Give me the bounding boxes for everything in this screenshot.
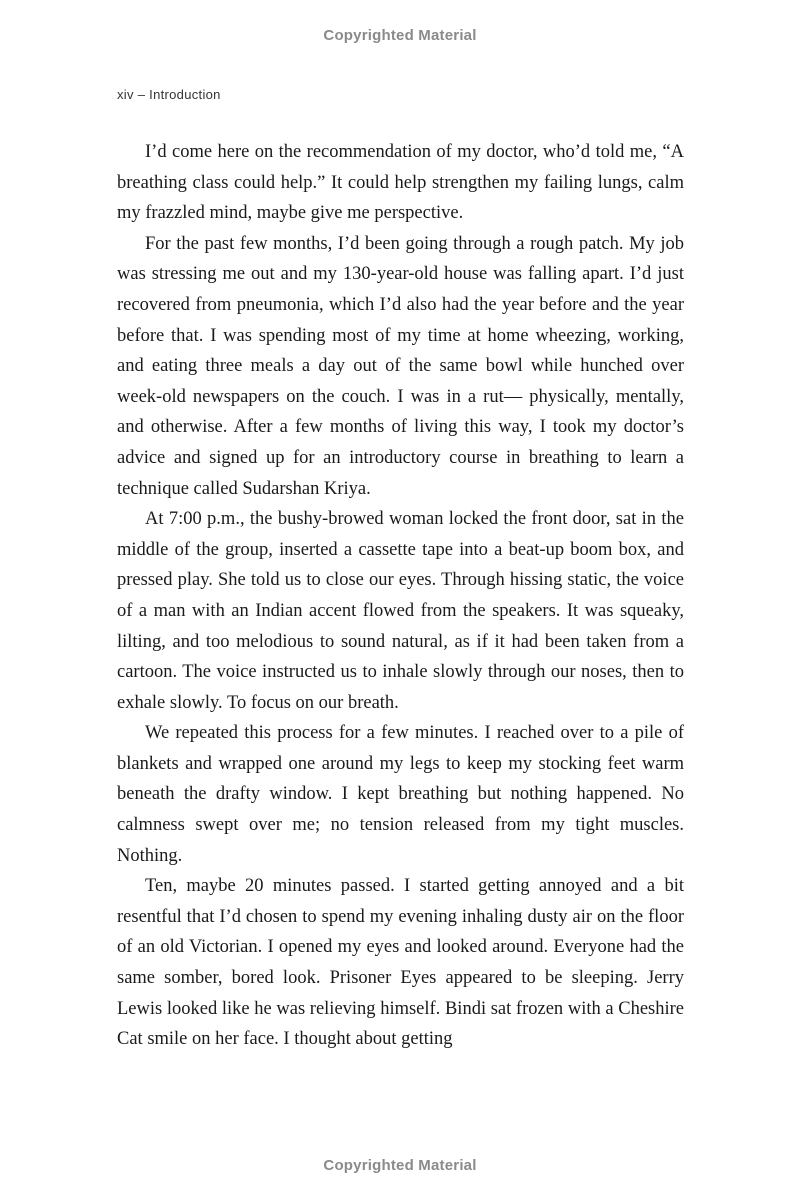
running-head <box>117 87 221 102</box>
copyright-watermark-bottom: Copyrighted Material <box>323 1157 477 1174</box>
body-text <box>117 137 684 1055</box>
page-number: xiv <box>117 87 134 102</box>
paragraph-2: For the past few months, I’d been going through a rough patch. My job was stressing me out and my 130-year-old house was falling apart. I’d just recovered from pneumonia, which I’d also had the year before and the year before that. I was spending most of my time at home wheezing, working, and eating three meals a day out of the same bowl while hunched over week-old newspapers on the couch. I was in a rut— physically, mentally, and otherwise. After a few months of living this way, I took my doctor’s advice and signed up for an introductory course in breathing to learn a technique called Sudarshan Kriya. <box>117 233 684 499</box>
running-head-separator: – <box>137 87 146 102</box>
section-title: Introduction <box>149 87 221 102</box>
paragraph-4: We repeated this process for a few minutes. I reached over to a pile of blankets and wrapped one around my legs to keep my stocking feet warm beneath the drafty window. I kept breathing but nothing happened. No calmness swept over me; no tension released from my tight muscles. Nothing. <box>117 723 684 866</box>
copyright-watermark-top: Copyrighted Material <box>323 27 477 44</box>
paragraph-3: At 7:00 p.m., the bushy-browed woman locked the front door, sat in the middle of the group, inserted a cassette tape into a beat-up boom box, and pressed play. She told us to close our eyes. Through hissing static, the voice of a man with an Indian accent flowed from the speakers. It was squeaky, lilting, and too melodious to sound natural, as if it had been taken from a cartoon. The voice instructed us to inhale slowly through our noses, then to exhale slowly. To focus on our breath. <box>117 509 684 713</box>
paragraph-1: I’d come here on the recommendation of my doctor, who’d told me, “A breathing class could help.” It could help strengthen my failing lungs, calm my frazzled mind, maybe give me perspective. <box>117 142 684 224</box>
paragraph-5: Ten, maybe 20 minutes passed. I started getting annoyed and a bit resentful that I’d chosen to spend my evening inhaling dusty air on the floor of an old Victorian. I opened my eyes and looked around. Everyone had the same somber, bored look. Prisoner Eyes appeared to be sleeping. Jerry Lewis looked like he was relieving himself. Bindi sat frozen with a Cheshire Cat smile on her face. I thought about getting <box>117 876 684 1050</box>
